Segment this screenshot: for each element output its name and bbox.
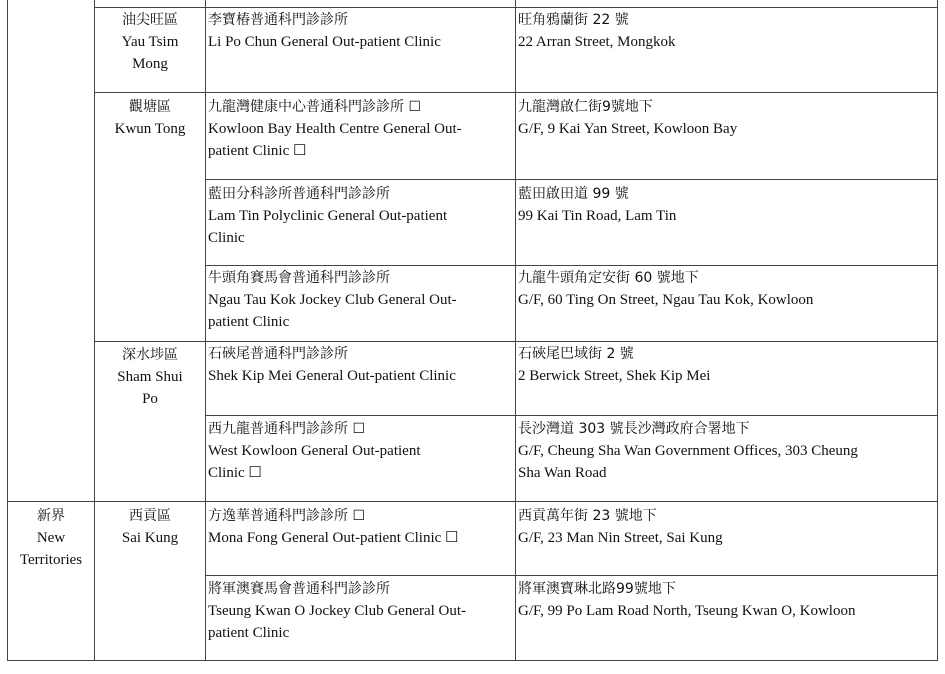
clinic-name-cell [208, 418, 513, 484]
clinic-address-en: 99 Kai Tin Road, Lam Tin [518, 208, 677, 224]
district-cell [95, 505, 205, 549]
clinic-name-cell [208, 183, 513, 249]
clinic-name-en: Clinic [208, 230, 245, 246]
district-name-en: Kwun Tong [114, 121, 186, 137]
clinic-name-en: Kowloon Bay Health Centre General Out- [208, 121, 462, 137]
district-name-en: Sai Kung [121, 530, 179, 546]
district-cell [95, 344, 205, 410]
clinic-address-zh: 將軍澳寶琳北路99號地下 [518, 581, 676, 597]
clinic-address-en: G/F, Cheung Sha Wan Government Offices, 303 Cheung [518, 443, 858, 459]
clinic-address-cell [518, 578, 935, 622]
clinic-address-cell [518, 343, 935, 387]
clinic-name-zh: 將軍澳賽馬會普通科門診診所 [208, 581, 390, 597]
clinic-name-en: patient Clinic ☐ [208, 143, 307, 159]
district-name-en: Sham Shui [117, 369, 183, 385]
region-name-zh: 新界 [37, 508, 65, 524]
row-divider [205, 415, 938, 416]
clinic-address-en: G/F, 23 Man Nin Street, Sai Kung [518, 530, 723, 546]
district-name-zh: 油尖旺區 [122, 12, 178, 28]
clinic-address-cell [518, 9, 935, 53]
clinic-name-en: Tseung Kwan O Jockey Club General Out- [208, 603, 467, 619]
clinic-address-zh: 西貢萬年街 23 號地下 [518, 508, 657, 524]
clinic-name-en: patient Clinic [208, 314, 290, 330]
district-cell [95, 9, 205, 75]
column-divider-clinic [515, 0, 516, 661]
region-cell [8, 505, 94, 571]
row-divider [94, 341, 938, 342]
clinic-address-cell [518, 183, 935, 227]
row-divider [205, 265, 938, 266]
clinic-address-zh: 旺角鴉蘭街 22 號 [518, 12, 629, 28]
clinic-address-zh: 九龍牛頭角定安街 60 號地下 [518, 270, 699, 286]
clinic-address-zh: 九龍灣啟仁街9號地下 [518, 99, 653, 115]
district-name-zh: 觀塘區 [129, 99, 171, 115]
row-divider [94, 7, 938, 8]
clinic-address-cell [518, 267, 935, 311]
clinic-name-cell [208, 96, 513, 162]
clinic-name-en: Li Po Chun General Out-patient Clinic [208, 34, 441, 50]
clinic-name-zh: 西九龍普通科門診診所 ☐ [208, 421, 366, 437]
clinic-name-zh: 九龍灣健康中心普通科門診診所 ☐ [208, 99, 422, 115]
clinic-address-zh: 長沙灣道 303 號長沙灣政府合署地下 [518, 421, 750, 437]
district-cell [95, 96, 205, 140]
district-name-en: Yau Tsim [121, 34, 179, 50]
clinic-name-zh: 李寶椿普通科門診診所 [208, 12, 348, 28]
clinic-address-cell [518, 96, 935, 140]
clinic-name-en: Clinic ☐ [208, 465, 262, 481]
clinic-name-en: Ngau Tau Kok Jockey Club General Out- [208, 292, 457, 308]
clinic-name-en: West Kowloon General Out-patient [208, 443, 421, 459]
district-name-en: Mong [132, 56, 168, 72]
clinic-address-en: Sha Wan Road [518, 465, 607, 481]
clinic-address-en: G/F, 9 Kai Yan Street, Kowloon Bay [518, 121, 738, 137]
clinic-name-cell [208, 9, 513, 53]
clinic-name-cell [208, 343, 513, 387]
clinic-name-zh: 石硤尾普通科門診診所 [208, 346, 348, 362]
clinic-name-cell [208, 267, 513, 333]
district-name-zh: 深水埗區 [122, 347, 178, 363]
clinic-name-en: Lam Tin Polyclinic General Out-patient [208, 208, 448, 224]
row-divider [205, 575, 938, 576]
clinic-address-en: G/F, 60 Ting On Street, Ngau Tau Kok, Kowloon [518, 292, 814, 308]
clinic-name-en: Mona Fong General Out-patient Clinic ☐ [208, 530, 459, 546]
clinic-name-en: Shek Kip Mei General Out-patient Clinic [208, 368, 456, 384]
clinic-address-zh: 石硤尾巴域街 2 號 [518, 346, 634, 362]
column-divider-district [205, 0, 206, 661]
region-name-en: New [36, 530, 66, 546]
row-divider [94, 92, 938, 93]
clinic-name-zh: 牛頭角賽馬會普通科門診診所 [208, 270, 390, 286]
clinic-name-en: patient Clinic [208, 625, 290, 641]
clinic-name-zh: 藍田分科診所普通科門診診所 [208, 186, 390, 202]
clinic-address-cell [518, 505, 935, 549]
clinic-address-zh: 藍田啟田道 99 號 [518, 186, 629, 202]
clinic-address-en: G/F, 99 Po Lam Road North, Tseung Kwan O, Kowloon [518, 603, 856, 619]
clinic-address-cell [518, 418, 935, 484]
clinic-name-zh: 方逸華普通科門診診所 ☐ [208, 508, 366, 524]
district-name-zh: 西貢區 [129, 508, 171, 524]
clinic-name-cell [208, 578, 513, 644]
district-name-en: Po [142, 391, 158, 407]
clinic-address-en: 2 Berwick Street, Shek Kip Mei [518, 368, 711, 384]
clinic-name-cell [208, 505, 513, 549]
table-border-right [937, 0, 938, 661]
table-border-bottom [7, 660, 938, 661]
row-divider [7, 501, 938, 502]
region-name-en: Territories [19, 552, 83, 568]
clinic-address-en: 22 Arran Street, Mongkok [518, 34, 676, 50]
row-divider [205, 179, 938, 180]
